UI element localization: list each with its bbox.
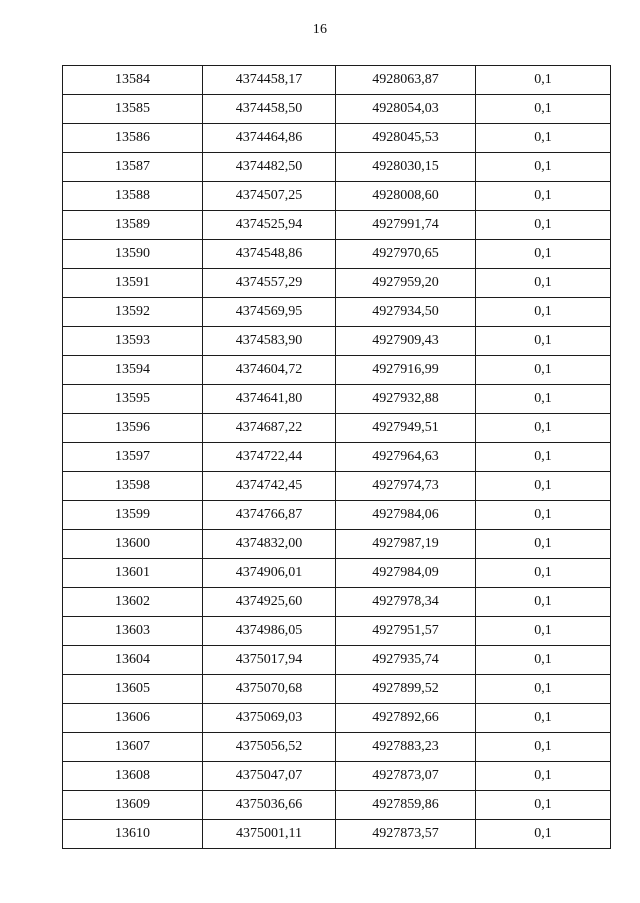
x-coordinate-cell: 4374583,90 <box>203 327 336 356</box>
x-coordinate-cell: 4374604,72 <box>203 356 336 385</box>
table-row <box>63 298 611 327</box>
point-number-cell: 13597 <box>63 443 203 472</box>
x-coordinate-cell: 4374687,22 <box>203 414 336 443</box>
accuracy-cell: 0,1 <box>476 211 611 240</box>
point-number-cell: 13588 <box>63 182 203 211</box>
y-coordinate-cell: 4927959,20 <box>336 269 476 298</box>
accuracy-cell: 0,1 <box>476 675 611 704</box>
y-coordinate-cell: 4927964,63 <box>336 443 476 472</box>
table-row <box>63 95 611 124</box>
point-number-cell: 13603 <box>63 617 203 646</box>
x-coordinate-cell: 4374742,45 <box>203 472 336 501</box>
x-coordinate-cell: 4374986,05 <box>203 617 336 646</box>
accuracy-cell: 0,1 <box>476 443 611 472</box>
accuracy-cell: 0,1 <box>476 240 611 269</box>
y-coordinate-cell: 4927909,43 <box>336 327 476 356</box>
accuracy-cell: 0,1 <box>476 414 611 443</box>
table-row <box>63 153 611 182</box>
y-coordinate-cell: 4927859,86 <box>336 791 476 820</box>
accuracy-cell: 0,1 <box>476 269 611 298</box>
y-coordinate-cell: 4927949,51 <box>336 414 476 443</box>
table-row <box>63 559 611 588</box>
point-number-cell: 13600 <box>63 530 203 559</box>
table-row <box>63 356 611 385</box>
table-row <box>63 414 611 443</box>
x-coordinate-cell: 4375036,66 <box>203 791 336 820</box>
x-coordinate-cell: 4375017,94 <box>203 646 336 675</box>
y-coordinate-cell: 4928045,53 <box>336 124 476 153</box>
accuracy-cell: 0,1 <box>476 559 611 588</box>
point-number-cell: 13602 <box>63 588 203 617</box>
accuracy-cell: 0,1 <box>476 704 611 733</box>
point-number-cell: 13594 <box>63 356 203 385</box>
accuracy-cell: 0,1 <box>476 820 611 849</box>
x-coordinate-cell: 4375069,03 <box>203 704 336 733</box>
y-coordinate-cell: 4927987,19 <box>336 530 476 559</box>
y-coordinate-cell: 4927984,09 <box>336 559 476 588</box>
accuracy-cell: 0,1 <box>476 530 611 559</box>
accuracy-cell: 0,1 <box>476 617 611 646</box>
table-row <box>63 704 611 733</box>
table-row <box>63 66 611 95</box>
x-coordinate-cell: 4375001,11 <box>203 820 336 849</box>
table-row <box>63 617 611 646</box>
point-number-cell: 13585 <box>63 95 203 124</box>
table-row <box>63 791 611 820</box>
point-number-cell: 13590 <box>63 240 203 269</box>
x-coordinate-cell: 4374569,95 <box>203 298 336 327</box>
accuracy-cell: 0,1 <box>476 385 611 414</box>
accuracy-cell: 0,1 <box>476 762 611 791</box>
accuracy-cell: 0,1 <box>476 95 611 124</box>
accuracy-cell: 0,1 <box>476 501 611 530</box>
x-coordinate-cell: 4375070,68 <box>203 675 336 704</box>
accuracy-cell: 0,1 <box>476 646 611 675</box>
y-coordinate-cell: 4927935,74 <box>336 646 476 675</box>
y-coordinate-cell: 4927873,07 <box>336 762 476 791</box>
table-row <box>63 269 611 298</box>
point-number-cell: 13607 <box>63 733 203 762</box>
accuracy-cell: 0,1 <box>476 472 611 501</box>
point-number-cell: 13591 <box>63 269 203 298</box>
accuracy-cell: 0,1 <box>476 66 611 95</box>
y-coordinate-cell: 4928054,03 <box>336 95 476 124</box>
y-coordinate-cell: 4927970,65 <box>336 240 476 269</box>
accuracy-cell: 0,1 <box>476 791 611 820</box>
table-row <box>63 124 611 153</box>
y-coordinate-cell: 4928030,15 <box>336 153 476 182</box>
point-number-cell: 13606 <box>63 704 203 733</box>
table-row <box>63 211 611 240</box>
x-coordinate-cell: 4374641,80 <box>203 385 336 414</box>
accuracy-cell: 0,1 <box>476 124 611 153</box>
x-coordinate-cell: 4374766,87 <box>203 501 336 530</box>
point-number-cell: 13596 <box>63 414 203 443</box>
point-number-cell: 13589 <box>63 211 203 240</box>
y-coordinate-cell: 4927883,23 <box>336 733 476 762</box>
accuracy-cell: 0,1 <box>476 327 611 356</box>
table-row <box>63 588 611 617</box>
x-coordinate-cell: 4374832,00 <box>203 530 336 559</box>
y-coordinate-cell: 4927974,73 <box>336 472 476 501</box>
y-coordinate-cell: 4927873,57 <box>336 820 476 849</box>
x-coordinate-cell: 4374482,50 <box>203 153 336 182</box>
table-row <box>63 385 611 414</box>
y-coordinate-cell: 4928063,87 <box>336 66 476 95</box>
accuracy-cell: 0,1 <box>476 298 611 327</box>
x-coordinate-cell: 4374525,94 <box>203 211 336 240</box>
table-row <box>63 443 611 472</box>
y-coordinate-cell: 4927951,57 <box>336 617 476 646</box>
table-row <box>63 733 611 762</box>
x-coordinate-cell: 4374458,50 <box>203 95 336 124</box>
point-number-cell: 13586 <box>63 124 203 153</box>
accuracy-cell: 0,1 <box>476 733 611 762</box>
y-coordinate-cell: 4927978,34 <box>336 588 476 617</box>
point-number-cell: 13598 <box>63 472 203 501</box>
point-number-cell: 13608 <box>63 762 203 791</box>
y-coordinate-cell: 4927916,99 <box>336 356 476 385</box>
x-coordinate-cell: 4374557,29 <box>203 269 336 298</box>
table-row <box>63 762 611 791</box>
page-number: 16 <box>312 22 328 37</box>
table-row <box>63 530 611 559</box>
x-coordinate-cell: 4374464,86 <box>203 124 336 153</box>
x-coordinate-cell: 4375047,07 <box>203 762 336 791</box>
coordinates-table <box>62 65 611 849</box>
point-number-cell: 13584 <box>63 66 203 95</box>
accuracy-cell: 0,1 <box>476 153 611 182</box>
y-coordinate-cell: 4927899,52 <box>336 675 476 704</box>
y-coordinate-cell: 4927991,74 <box>336 211 476 240</box>
table-row <box>63 820 611 849</box>
point-number-cell: 13610 <box>63 820 203 849</box>
accuracy-cell: 0,1 <box>476 356 611 385</box>
table-row <box>63 501 611 530</box>
point-number-cell: 13595 <box>63 385 203 414</box>
table-row <box>63 646 611 675</box>
x-coordinate-cell: 4374548,86 <box>203 240 336 269</box>
point-number-cell: 13609 <box>63 791 203 820</box>
x-coordinate-cell: 4374722,44 <box>203 443 336 472</box>
point-number-cell: 13604 <box>63 646 203 675</box>
x-coordinate-cell: 4374906,01 <box>203 559 336 588</box>
table-row <box>63 675 611 704</box>
table-row <box>63 240 611 269</box>
x-coordinate-cell: 4374925,60 <box>203 588 336 617</box>
table-row <box>63 327 611 356</box>
point-number-cell: 13592 <box>63 298 203 327</box>
accuracy-cell: 0,1 <box>476 182 611 211</box>
accuracy-cell: 0,1 <box>476 588 611 617</box>
y-coordinate-cell: 4927892,66 <box>336 704 476 733</box>
y-coordinate-cell: 4927932,88 <box>336 385 476 414</box>
y-coordinate-cell: 4927984,06 <box>336 501 476 530</box>
point-number-cell: 13601 <box>63 559 203 588</box>
point-number-cell: 13599 <box>63 501 203 530</box>
y-coordinate-cell: 4927934,50 <box>336 298 476 327</box>
x-coordinate-cell: 4374507,25 <box>203 182 336 211</box>
table-row <box>63 182 611 211</box>
y-coordinate-cell: 4928008,60 <box>336 182 476 211</box>
point-number-cell: 13587 <box>63 153 203 182</box>
point-number-cell: 13593 <box>63 327 203 356</box>
x-coordinate-cell: 4374458,17 <box>203 66 336 95</box>
x-coordinate-cell: 4375056,52 <box>203 733 336 762</box>
point-number-cell: 13605 <box>63 675 203 704</box>
table-row <box>63 472 611 501</box>
coordinates-table-body <box>63 66 611 849</box>
